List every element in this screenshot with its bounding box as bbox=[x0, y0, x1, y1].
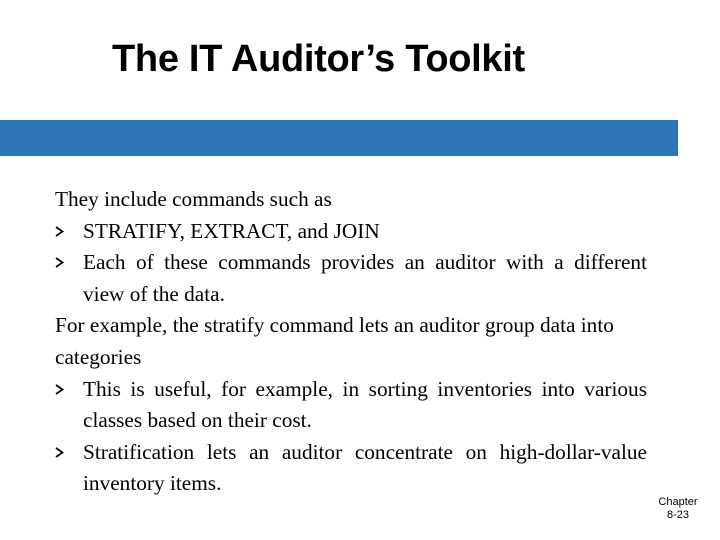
bullet-item bbox=[55, 247, 647, 310]
slide-body bbox=[55, 184, 647, 500]
title-accent-band bbox=[0, 120, 678, 156]
chapter-footer bbox=[650, 496, 706, 522]
arrowhead-bullet-icon bbox=[55, 437, 69, 469]
bullet-text: Stratification lets an auditor concentrate on high-dollar-value inventory items. bbox=[83, 439, 647, 496]
bullet-item bbox=[55, 374, 647, 437]
bullet-item bbox=[55, 437, 647, 500]
bullet-text: STRATIFY, EXTRACT, and JOIN bbox=[83, 218, 380, 243]
chapter-label: Chapter bbox=[658, 496, 698, 508]
bullet-text: This is useful, for example, in sorting inventories into various classes based on their cost. bbox=[83, 376, 647, 433]
page-number: 8-23 bbox=[666, 509, 690, 521]
arrowhead-bullet-icon bbox=[55, 216, 69, 248]
arrowhead-bullet-icon bbox=[55, 247, 69, 279]
arrowhead-bullet-icon bbox=[55, 374, 69, 406]
intro-text: They include commands such as bbox=[55, 187, 332, 211]
bullet-text: Each of these commands provides an auditor with a different view of the data. bbox=[83, 250, 647, 306]
slide-title: The IT Auditor’s Toolkit bbox=[112, 38, 525, 80]
bullet-item bbox=[55, 216, 647, 248]
example-text: For example, the stratify command lets an auditor group data into categories bbox=[55, 313, 614, 369]
